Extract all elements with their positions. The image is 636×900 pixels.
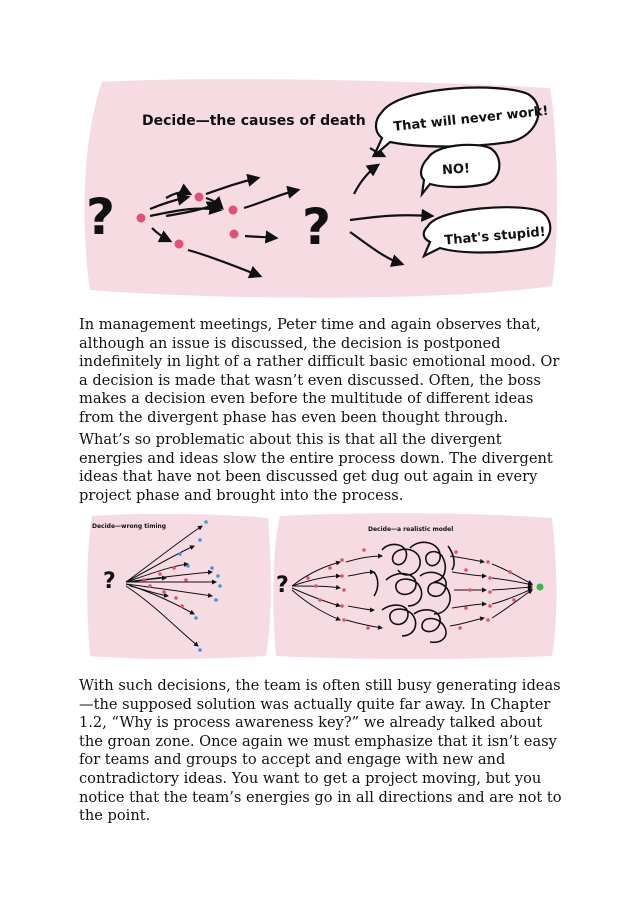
body-paragraph: In management meetings, Peter time and again observes that, although an issue is discussed, the decision is postponed indefinitely in light of a rather difficult basic emotional mood. Or a decision is made that wasn’t even discussed. Often, the boss makes a decision even before the multitude of different ideas from the divergent phase has even been thought through. (79, 316, 560, 426)
question-mark-icon: ? (302, 198, 332, 256)
idea-dot (137, 214, 146, 223)
question-mark-icon: ? (276, 573, 289, 598)
bubble-text: NO! (441, 161, 471, 179)
idea-dot (175, 240, 184, 249)
idea-dot (195, 193, 204, 202)
body-paragraph: With such decisions, the team is often still busy generating ideas—the supposed solution was actually quite far away. In Chapter 1.2, “Why is process awareness key?” we already talked about the groan zone. Once again we must emphasize that it isn’t easy for teams and groups to accept and engage with new and contradictory ideas. You want to get a project moving, but you notice that the team’s energies go in all directions and are not to the point. (79, 677, 562, 825)
figure-decide-causes-of-death (80, 76, 560, 304)
figure-title: Decide—wrong timing (92, 523, 167, 530)
bubble-text: That's stupid! (443, 224, 547, 249)
idea-dot (229, 206, 238, 215)
idea-dot (230, 230, 239, 239)
figure-decide-wrong-timing (86, 510, 272, 662)
figure-title: Decide—a realistic model (368, 526, 454, 533)
question-mark-icon: ? (86, 188, 116, 246)
bubble-text: That will never work! (392, 103, 550, 135)
figure-title: Decide—the causes of death (142, 113, 366, 129)
body-paragraph: What’s so problematic about this is that all the divergent energies and ideas slow the entire process down. The divergent ideas that have not been discussed get dug out again in every project phase and brought into the process. (79, 431, 553, 504)
question-mark-icon: ? (103, 569, 116, 594)
solution-dot (537, 584, 544, 591)
figure-decide-realistic-model (270, 510, 558, 662)
